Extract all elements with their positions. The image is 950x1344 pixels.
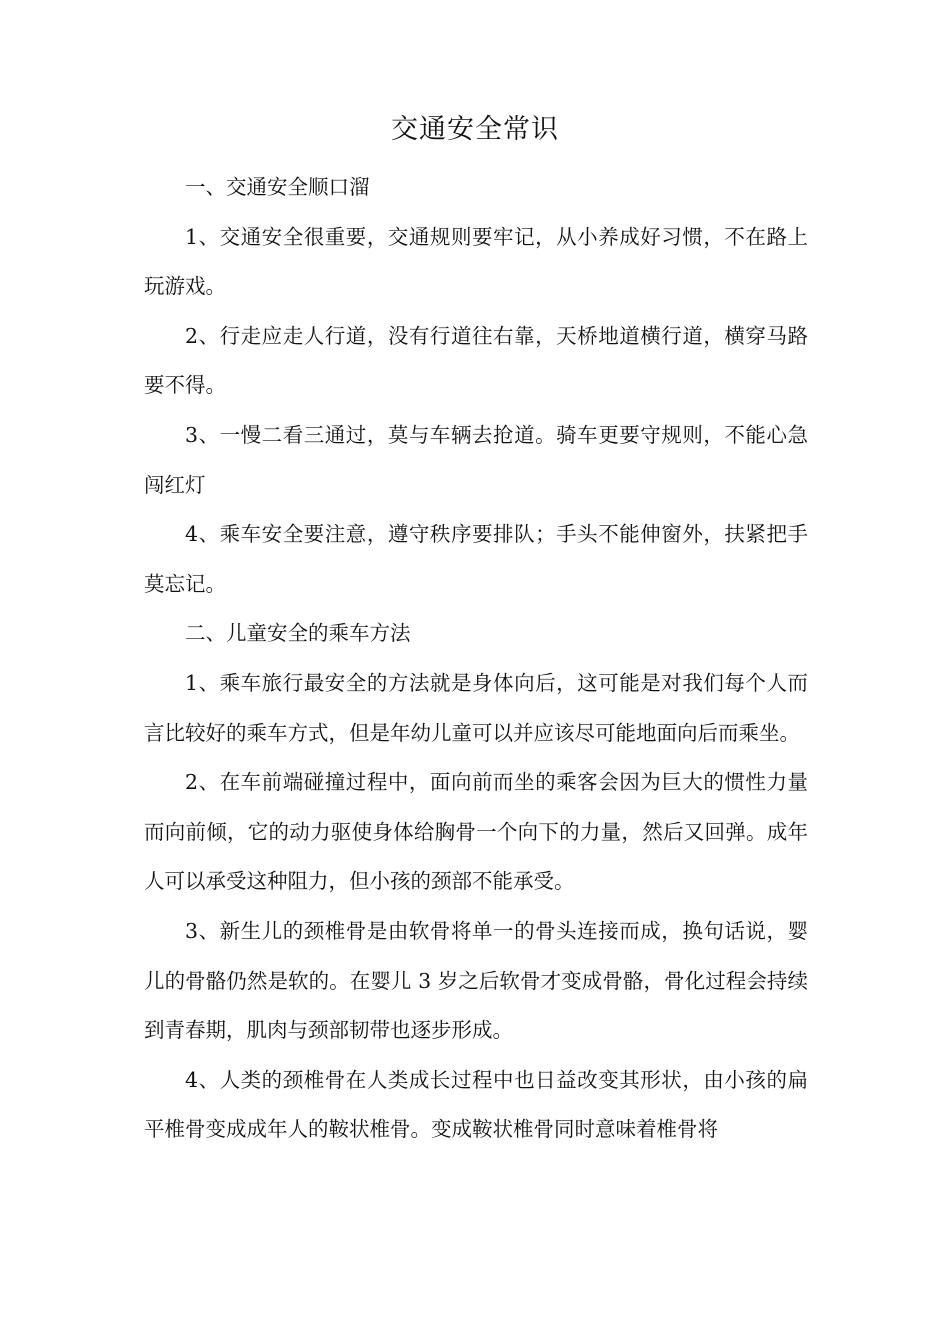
paragraph: 4、乘车安全要注意，遵守秩序要排队；手头不能伸窗外，扶紧把手莫忘记。 — [144, 522, 808, 596]
paragraph: 1、交通安全很重要，交通规则要牢记，从小养成好习惯，不在路上玩游戏。 — [144, 224, 808, 299]
section-heading: 一、交通安全顺口溜 — [185, 175, 370, 199]
section-heading: 二、儿童安全的乘车方法 — [185, 621, 411, 646]
paragraph: 3、新生儿的颈椎骨是由软骨将单一的骨头连接而成，换句话说，婴儿的骨骼仍然是软的。在婴儿 3 岁之后软骨才变成骨骼，骨化过程会持续到青春期，肌肉与颈部韧带也逐步形成。 — [144, 918, 808, 1043]
paragraph: 2、在车前端碰撞过程中，面向前而坐的乘客会因为巨大的惯性力量而向前倾，它的动力驱使身体给胸骨一个向下的力量，然后又回弹。成年人可以承受这种阻力，但小孩的颈部不能承受。 — [144, 770, 808, 894]
document-title: 交通安全常识 — [391, 114, 559, 145]
paragraph: 2、行走应走人行道，没有行道往右靠，天桥地道横行道，横穿马路要不得。 — [144, 323, 808, 398]
paragraph: 1、乘车旅行最安全的方法就是身体向后，这可能是对我们每个人而言比较好的乘车方式，但是年幼儿童可以并应该尽可能地面向后而乘坐。 — [144, 670, 808, 745]
paragraph: 4、人类的颈椎骨在人类成长过程中也日益改变其形状，由小孩的扁平椎骨变成成年人的鞍状椎骨。变成鞍状椎骨同时意味着椎骨将 — [144, 1067, 808, 1142]
paragraph: 3、一慢二看三通过，莫与车辆去抢道。骑车更要守规则，不能心急闯红灯 — [144, 422, 808, 497]
document-body — [144, 163, 808, 1155]
